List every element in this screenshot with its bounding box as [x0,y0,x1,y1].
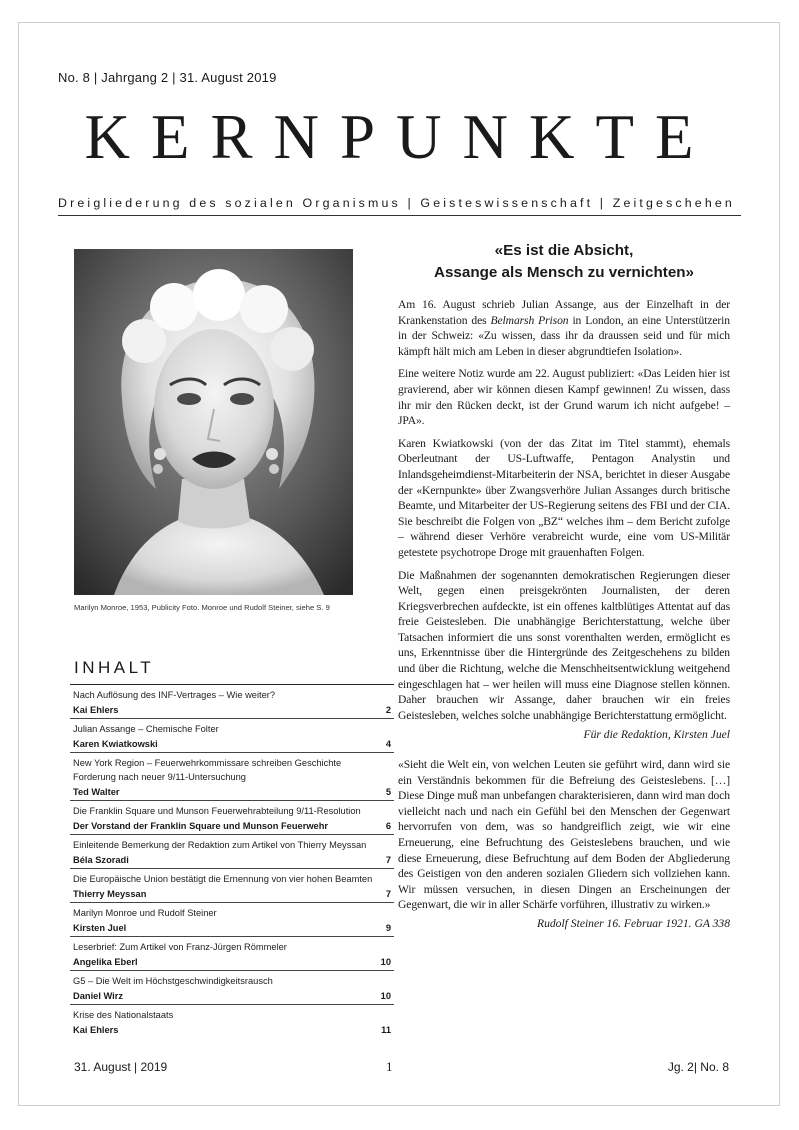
toc-entry[interactable] [70,868,394,902]
toc-entry-author: Karen Kwiatkowski [73,739,158,749]
table-of-contents [70,684,394,1038]
toc-entry[interactable] [70,800,394,834]
toc-entry-author-line [73,886,391,902]
article-paragraph-4: Die Maßnahmen der sogenannten demokratischen Regierungen dieser Welt, gegen einen preisgekrönten Journalisten, der deren Kriegsverbrechen aufdeckte, ist ein offenes kaltblütiges Attentat auf das freie Geistesleben. Die unabhängige Berichterstattung, welche über Tatsachen informiert die uns sonst vorenthalten werden, ermöglicht es uns, Erkenntnisse über die Hintergründe des Zeitgeschehens zu bilden und über die Richtung, welche die Menschheitsentwicklung weitgehend eingeschlagen hat – wer heilen will muss eine Diagnose stellen können. Daher brauchen wir Assange, daher brauchen wir ein freies Geistesleben, welches solche unabhängige Berichterstattung ermöglicht. [398,568,730,722]
toc-entry-title: Julian Assange – Chemische Folter [73,724,219,734]
toc-entry-author-line [73,818,391,834]
subtitle-rule [58,215,741,216]
quote-source: Rudolf Steiner 16. Februar 1921. GA 338 [536,916,730,930]
toc-heading: INHALT [74,658,155,677]
toc-entry-subtitle: Forderung nach neuer 9/11-Untersuchung [73,772,246,782]
toc-entry-title: Leserbrief: Zum Artikel von Franz-Jürgen Römmeler [73,942,287,952]
portrait-photo [74,249,353,595]
toc-entry-page: 7 [385,855,391,865]
toc-entry-title: Krise des Nationalstaats [73,1010,174,1020]
toc-entry[interactable] [70,1004,394,1038]
p1-text-b: in London, an eine Unterstützerin in der Schweiz: «Zu wissen, dass ihr da draussen seid und für mich kämpft hält mich am Leben in dieser abgrundtiefen Isolation». [398,313,730,358]
toc-entry-page: 4 [385,739,391,749]
lead-article [398,240,730,946]
issue-line: No. 8 | Jahrgang 2 | 31. August 2019 [58,70,277,85]
toc-entry[interactable] [70,970,394,1004]
steiner-quote: «Sieht die Welt ein, von welchen Leuten sie geführt wird, dann wird sie ein Verständnis bekommen für die Befreiung des Geisteslebens. […] Diese Dinge muß man unbefangen charakterisieren, dann wird man doch vielleicht nach und nach ein Gefühl bei den Menschen der Gegenwart hervorrufen von dem, was so handgreiflich zeigt, wie wir eine Erneuerung, eine Befruchtung des Geisteslebens brauchen, und wie diese Erneuerung, diese Befruchtung auf dem Boden der Abgliederung des Geistigen von den anderen sozialen Gliedern sich vollziehen kann. Wir müssen versuchen, in diesen Dingen an Erscheinungen der Gegenwart, die wir in aller Schärfe vorführen, illustrativ zu wirken.» [398,758,730,912]
article-paragraph-3: Karen Kwiatkowski (von der das Zitat im Titel stammt), ehemals Oberleutnant der US-Luftwaffe, Pentagon Analystin und Inlandsgeheimdienst-Mitarbeiterin der NSA, berichtet in dieser Ausgabe der «Kernpunkte» über Zwangsverhöre Julian Assanges durch britische Beamte, und Mitarbeiter der US-Regierung seitens des FBI und der CIA. Sie beschreibt die Folgen von „BZ“ welches ihm – dem Bericht zufolge – während dieser Verhöre verabreicht wurde, eine vom US-Militär getestete psychotrope Droge mit grauenhaften Folgen. [398,436,730,559]
photo-caption: Marilyn Monroe, 1953, Publicity Foto. Monroe und Rudolf Steiner, siehe S. 9 [74,603,330,612]
toc-entry-page: 10 [380,957,391,967]
toc-entry[interactable] [70,752,394,800]
toc-entry-page: 9 [385,923,391,933]
toc-entry-author: Kai Ehlers [73,1025,119,1035]
toc-entry-author-line [73,920,391,936]
toc-entry-author: Ted Walter [73,787,120,797]
toc-entry-page: 7 [385,889,391,899]
editorial-signature: Für die Redaktion, Kirsten Juel [583,728,730,742]
article-paragraph-2: Eine weitere Notiz wurde am 22. August publiziert: «Das Leiden hier ist gravierend, aber wir können diesen Kampf gewinnen! Zu wissen, dass ihr mir den Rücken deckt, ist der Grund warum ich nicht aufgebe! – JPA». [398,367,730,428]
toc-entry-author: Kai Ehlers [73,705,119,715]
toc-entry-page: 10 [380,991,391,1001]
toc-entry-title: Nach Auflösung des INF-Vertrages – Wie weiter? [73,690,276,700]
portrait-illustration [74,249,353,595]
toc-entry-author-line [73,736,391,752]
toc-entry-author: Der Vorstand der Franklin Square und Munson Feuerwehr [73,821,329,831]
toc-entry[interactable] [70,936,394,970]
toc-entry-author-line [73,988,391,1004]
toc-entry-author-line [73,954,391,970]
footer-page-number: 1 [386,1059,393,1074]
toc-entry-page: 2 [385,705,391,715]
toc-entry-title: New York Region – Feuerwehrkommissare schreiben Geschichte [73,758,342,768]
toc-entry[interactable] [70,718,394,752]
headline-line-2: Assange als Mensch zu vernichten» [434,264,694,281]
toc-entry-author: Thierry Meyssan [73,889,147,899]
toc-entry-title: G5 – Die Welt im Höchstgeschwindigkeitsrausch [73,976,273,986]
toc-entry-author-line [73,702,391,718]
toc-entry-author: Daniel Wirz [73,991,124,1001]
toc-entry-title: Einleitende Bemerkung der Redaktion zum Artikel von Thierry Meyssan [73,840,367,850]
toc-entry-page: 5 [385,787,391,797]
toc-entry-author-line [73,784,391,800]
toc-entry-author-line [73,852,391,868]
p1-text-a: Am 16. August schrieb Julian Assange, aus der Einzelhaft in der Krankenstation des [398,298,730,327]
toc-entry-author: Béla Szoradi [73,855,129,865]
headline-line-1: «Es ist die Absicht, [494,242,634,259]
article-headline [398,240,730,284]
toc-entry-page: 6 [385,821,391,831]
p1-text-italic: Belmarsh Prison [490,313,569,327]
footer-issue: Jg. 2| No. 8 [667,1060,729,1074]
toc-entry-author: Kirsten Juel [73,923,127,933]
toc-entry-title: Die Europäische Union bestätigt die Ernennung von vier hohen Beamten [73,874,373,884]
article-paragraph-1 [398,297,730,359]
toc-entry-title: Marilyn Monroe und Rudolf Steiner [73,908,217,918]
footer-date: 31. August | 2019 [74,1060,168,1074]
toc-entry-page: 11 [381,1025,391,1035]
toc-entry[interactable] [70,902,394,936]
toc-entry-author: Angelika Eberl [73,957,138,967]
toc-entry-title: Die Franklin Square und Munson Feuerwehrabteilung 9/11-Resolution [73,806,361,816]
masthead-subtitle: Dreigliederung des sozialen Organismus | Geisteswissenschaft | Zeitgeschehen [58,196,735,210]
toc-entry-author-line [73,1022,391,1038]
toc-entry[interactable] [70,834,394,868]
toc-entry[interactable] [70,684,394,718]
masthead-title: KERNPUNKTE [84,102,715,172]
